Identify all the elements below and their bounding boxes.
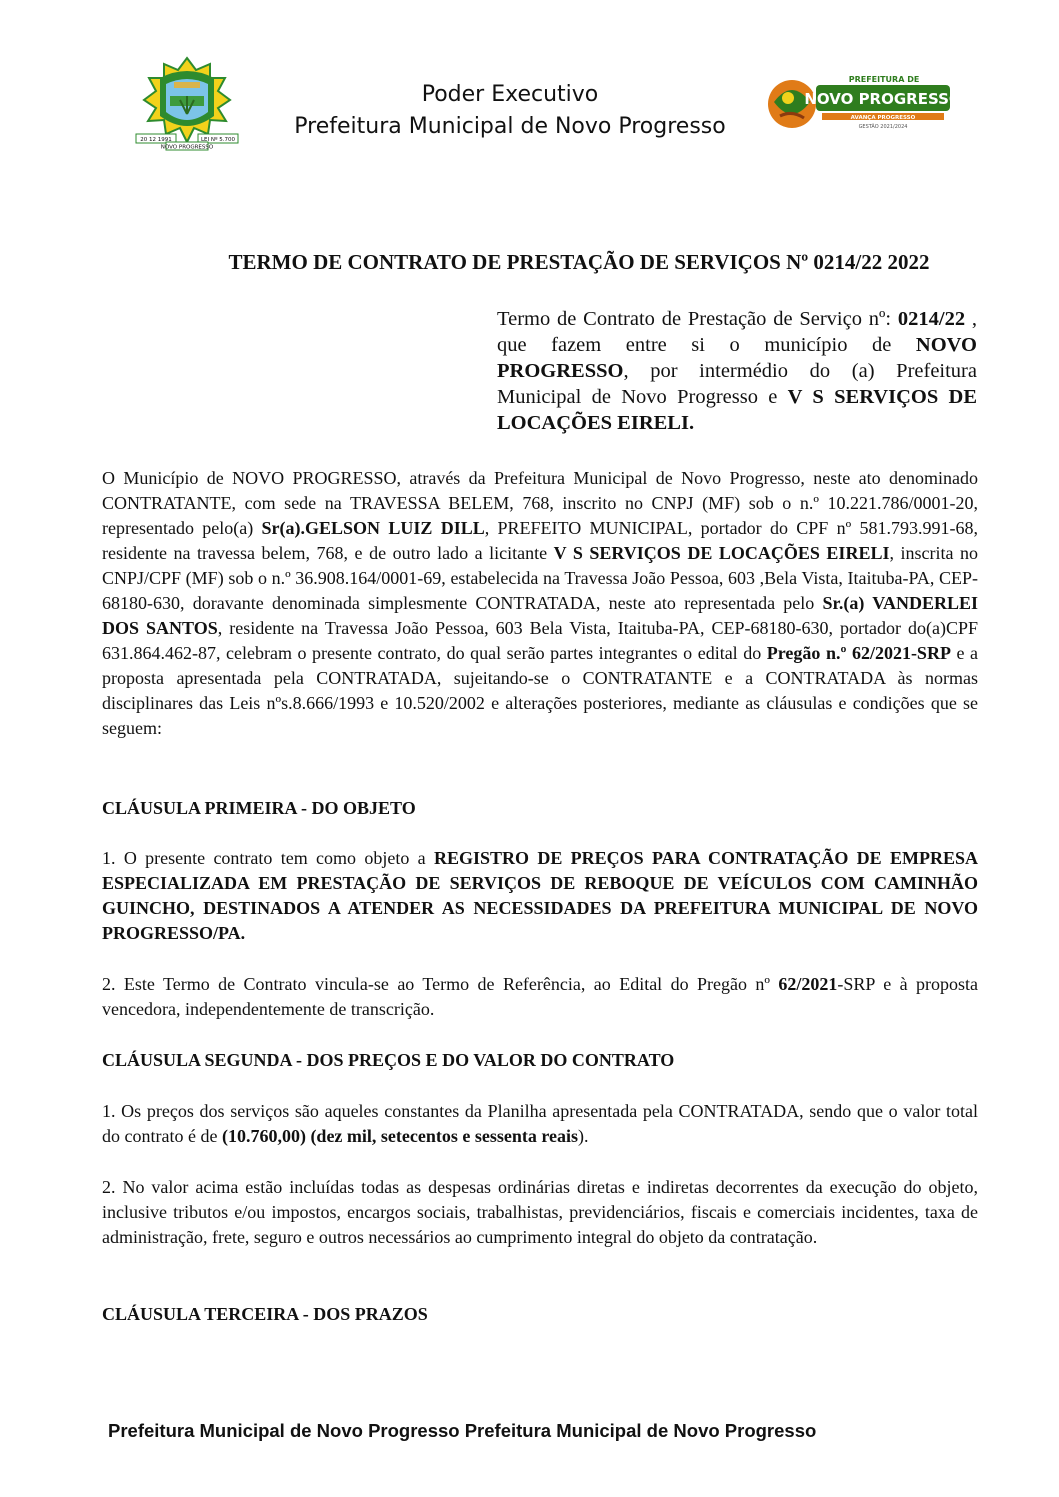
clause-1-heading: CLÁUSULA PRIMEIRA - DO OBJETO — [102, 798, 416, 818]
contract-summary: Termo de Contrato de Prestação de Serviço nº: 0214/22 , que fazem entre si o município de NOVO PROGRESSO, por intermédio do (a) Prefeitura Municipal de Novo Progresso e V S SERVIÇOS DE LOCAÇÕES EIRELI. — [497, 308, 978, 434]
logo-period-text: GESTÃO 2021/2024 — [858, 124, 908, 130]
clause-1-item-2: 2. Este Termo de Contrato vincula-se ao Termo de Referência, ao Edital do Pregão nº 62/2021-SRP e à proposta vencedora, independentemente de transcrição. — [102, 974, 978, 1019]
clause-2-item-1: 1. Os preços dos serviços são aqueles constantes da Planilha apresentada pela CONTRATADA, sendo que o valor total do contrato é de (10.760,00) (dez mil, setecentos e sessenta reais). — [102, 1101, 978, 1146]
crest-date-text: 20 12 1991 — [140, 137, 172, 143]
logo-main-text: NOVO PROGRESSO — [804, 90, 954, 108]
document-title: TERMO DE CONTRATO DE PRESTAÇÃO DE SERVIÇOS Nº 0214/22 2022 — [228, 250, 930, 274]
logo-top-text: PREFEITURA DE — [848, 75, 920, 84]
clause-2-heading: CLÁUSULA SEGUNDA - DOS PREÇOS E DO VALOR DO CONTRATO — [102, 1050, 675, 1070]
header-title — [270, 80, 750, 144]
header-line-1: Poder Executivo — [421, 82, 599, 107]
header-line-2: Prefeitura Municipal de Novo Progresso — [294, 114, 726, 139]
logo-tagline-text: AVANÇA PROGRESSO — [850, 115, 916, 121]
clause-2-item-2: 2. No valor acima estão incluídas todas as despesas ordinárias diretas e indiretas decorrentes da execução do objeto, inclusive tributos e/ou impostos, encargos sociais, trabalhistas, previdenciários, fiscais e comerciais incidentes, taxa de administração, frete, seguro e outros necessários ao cumprimento integral do objeto da contratação. — [102, 1177, 978, 1247]
clause-1-item-1: 1. O presente contrato tem como objeto a REGISTRO DE PREÇOS PARA CONTRATAÇÃO DE EMPRESA ESPECIALIZADA EM PRESTAÇÃO DE SERVIÇOS DE REBOQUE DE VEÍCULOS COM CAMINHÃO GUINCHO, DESTINADOS A ATENDER AS NECESSIDADES DA PREFEITURA MUNICIPAL DE NOVO PROGRESSO/PA. — [102, 848, 978, 943]
coat-of-arms-icon — [130, 56, 244, 152]
page-footer: Prefeitura Municipal de Novo Progresso Prefeitura Municipal de Novo Progresso — [108, 1420, 817, 1441]
preamble-paragraph: O Município de NOVO PROGRESSO, através da Prefeitura Municipal de Novo Progresso, neste ato denominado CONTRATANTE, com sede na TRAVESSA BELEM, 768, inscrito no CNPJ (MF) sob o n.º 10.221.786/0001-20, representado pelo(a) Sr(a).GELSON LUIZ DILL, PREFEITO MUNICIPAL, portador do CPF nº 581.793.991-68, residente na travessa belem, 768, e de outro lado a licitante V S SERVIÇOS DE LOCAÇÕES EIRELI, inscrita no CNPJ/CPF (MF) sob o n.º 36.908.164/0001-69, estabelecida na Travessa João Pessoa, 603 ,Bela Vista, Itaituba-PA, CEP-68180-630, doravante denominada simplesmente CONTRATADA, neste ato representada pelo Sr.(a) VANDERLEI DOS SANTOS, residente na Travessa João Pessoa, 603 Bela Vista, Itaituba-PA, CEP-68180-630, portador do(a)CPF 631.864.462-87, celebram o presente contrato, do qual serão partes integrantes o edital do Pregão n.º 62/2021-SRP e a proposta apresentada pela CONTRATADA, sujeitando-se o CONTRATANTE e a CONTRATADA às normas disciplinares das Leis nºs.8.666/1993 e 10.520/2002 e alterações posteriores, mediante as cláusulas e condições que se seguem: — [102, 468, 979, 738]
prefeitura-logo-icon — [766, 72, 954, 134]
crest-name-text: NOVO PROGRESSO — [160, 144, 214, 151]
clause-3-heading: CLÁUSULA TERCEIRA - DOS PRAZOS — [102, 1304, 428, 1324]
crest-law-text: LEI Nº 5.700 — [200, 137, 236, 143]
